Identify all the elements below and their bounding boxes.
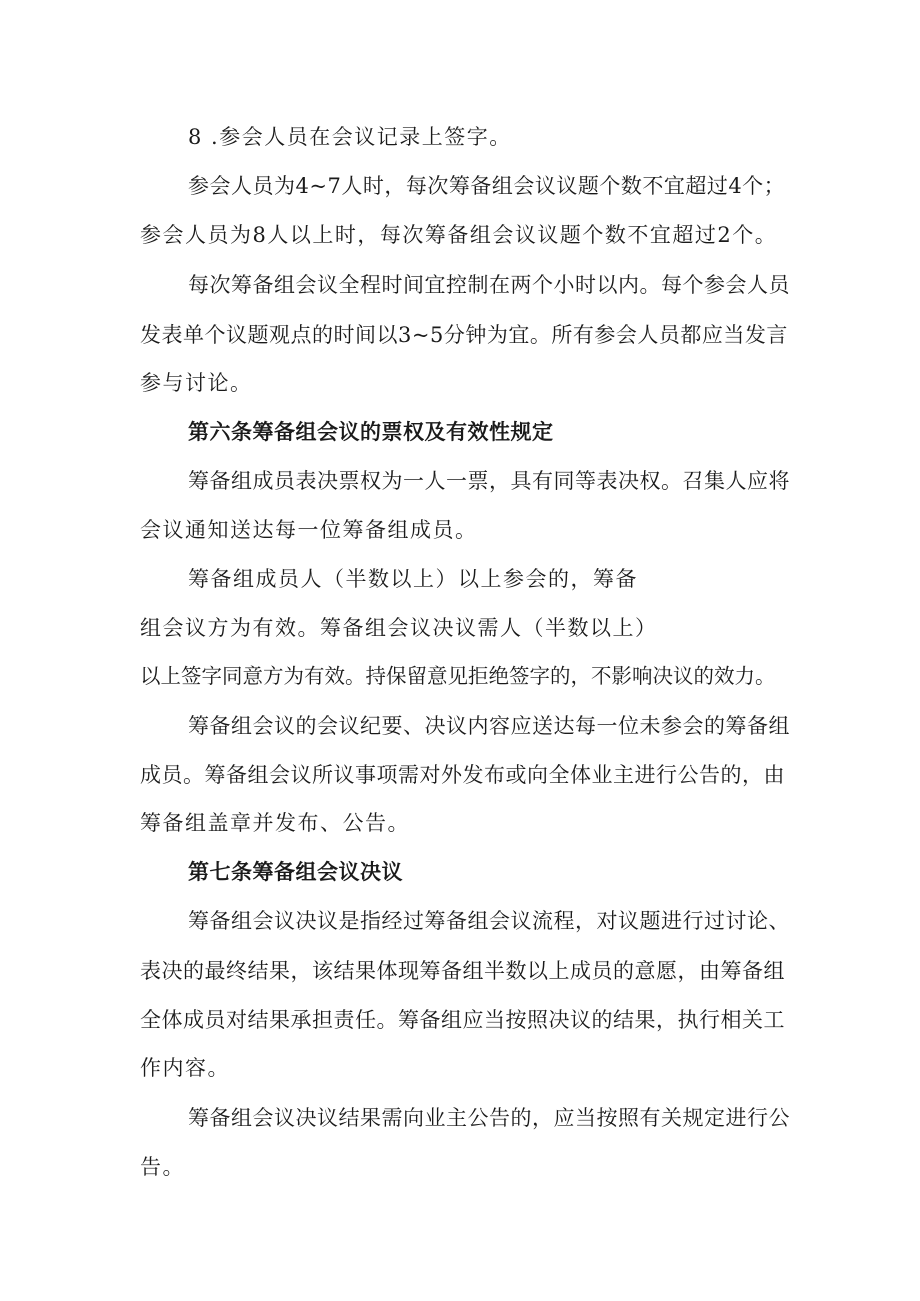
text-line: 参会人员为8人以上时，每次筹备组会议议题个数不宜超过2个。 (140, 223, 778, 247)
text-line: 成员。筹备组会议所议事项需对外发布或向全体业主进行公告的，由 (140, 763, 785, 787)
text-line: 告。 (140, 1155, 185, 1179)
text-line: 以上签字同意方为有效。持保留意见拒绝签字的，不影响决议的效力。 (140, 664, 776, 688)
text-line: 筹备组盖章并发布、公告。 (140, 811, 410, 835)
text-line: 筹备组成员表决票权为一人一票，具有同等表决权。召集人应将 (188, 469, 790, 493)
text-line: 筹备组会议决议是指经过筹备组会议流程，对议题进行过讨论、 (188, 909, 790, 933)
text-line: 作内容。 (140, 1056, 230, 1080)
text-line: 参会人员为4~7人时，每次筹备组会议议题个数不宜超过4个； (188, 174, 786, 198)
section-heading: 第六条筹备组会议的票权及有效性规定 (188, 420, 554, 444)
text-line: 会议通知送达每一位筹备组成员。 (140, 518, 478, 542)
text-line: 参与讨论。 (140, 371, 253, 395)
text-line: 发表单个议题观点的时间以3~5分钟为宜。所有参会人员都应当发言 (140, 323, 788, 347)
text-line: 8 .参会人员在会议记录上签字。 (188, 125, 512, 149)
text-line: 表决的最终结果，该结果体现筹备组半数以上成员的意愿，由筹备组 (140, 959, 785, 983)
text-line: 筹备组会议的会议纪要、决议内容应送达每一位未参会的筹备组 (188, 714, 790, 738)
text-line: 组会议方为有效。筹备组会议决议需人（半数以上） (140, 616, 658, 640)
text-line: 全体成员对结果承担责任。筹备组应当按照决议的结果，执行相关工 (140, 1008, 785, 1032)
text-line: 每次筹备组会议全程时间宜控制在两个小时以内。每个参会人员 (188, 273, 790, 297)
text-line: 筹备组会议决议结果需向业主公告的，应当按照有关规定进行公 (188, 1106, 790, 1130)
section-heading: 第七条筹备组会议决议 (188, 860, 403, 884)
text-line: 筹备组成员人（半数以上）以上参会的，筹备 (188, 567, 638, 591)
